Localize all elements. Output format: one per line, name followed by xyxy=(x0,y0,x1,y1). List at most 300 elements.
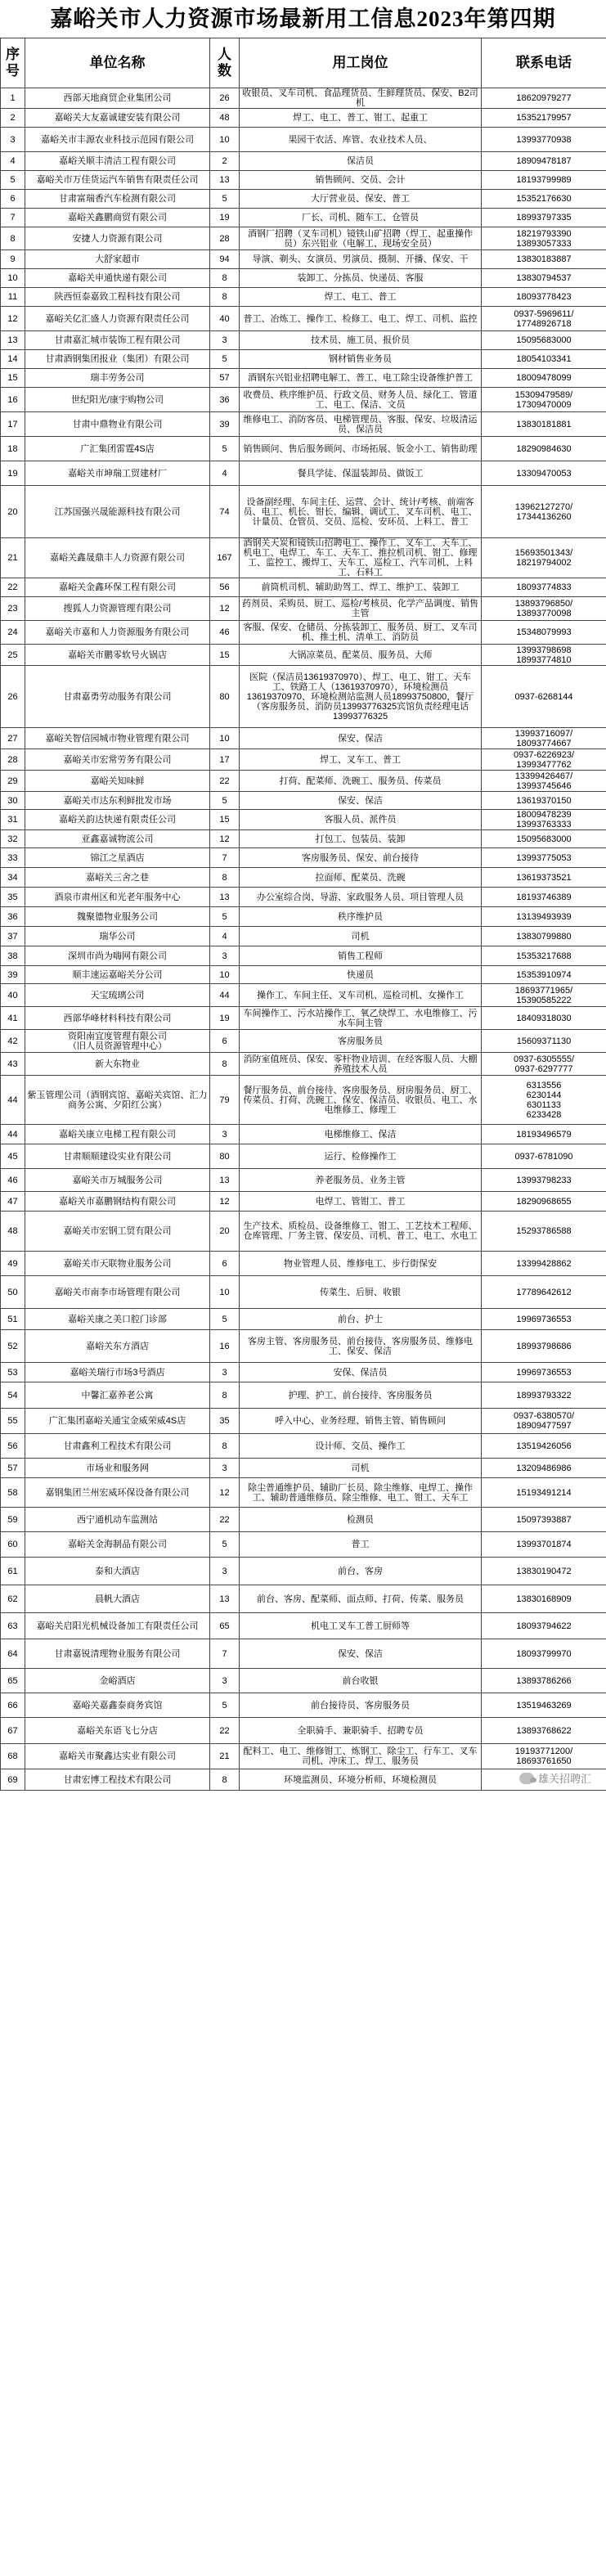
row-positions: 设计师、交员、操作工 xyxy=(240,1434,482,1459)
row-positions: 呼入中心、业务经理、销售主管、销售顾问 xyxy=(240,1409,482,1434)
row-count: 7 xyxy=(210,848,240,868)
row-count: 74 xyxy=(210,486,240,538)
table-row xyxy=(1,331,606,350)
row-index: 68 xyxy=(1,1744,25,1769)
row-index: 50 xyxy=(1,1276,25,1309)
row-phone: 15693501343/ 18219794002 xyxy=(482,538,606,578)
row-count: 13 xyxy=(210,171,240,190)
row-positions: 传菜生、后厨、收银 xyxy=(240,1276,482,1309)
row-company: 西宁通机动车监测站 xyxy=(25,1508,210,1532)
row-company: 嘉峪关康立电梯工程有限公司 xyxy=(25,1125,210,1144)
row-index: 54 xyxy=(1,1382,25,1409)
row-index: 1 xyxy=(1,88,25,109)
row-index: 67 xyxy=(1,1718,25,1744)
table-row xyxy=(1,597,606,621)
row-company: 嘉峪关市宏常劳务有限公司 xyxy=(25,749,210,771)
row-phone: 15348079993 xyxy=(482,621,606,645)
table-row xyxy=(1,437,606,461)
row-index: 35 xyxy=(1,888,25,907)
row-index: 26 xyxy=(1,666,25,728)
table-row xyxy=(1,1125,606,1144)
row-phone: 18193496579 xyxy=(482,1125,606,1144)
row-index: 57 xyxy=(1,1459,25,1478)
row-count: 10 xyxy=(210,728,240,749)
row-company: 江苏国强兴晟能源科技有限公司 xyxy=(25,486,210,538)
row-phone: 0937-6380570/ 18909477597 xyxy=(482,1409,606,1434)
table-row xyxy=(1,412,606,437)
table-row xyxy=(1,1169,606,1192)
row-company: 嘉峪关市万城服务公司 xyxy=(25,1169,210,1192)
row-company: 嘉峪关市天联物业服务公司 xyxy=(25,1252,210,1276)
table-row xyxy=(1,927,606,946)
table-row xyxy=(1,1769,606,1791)
table-row xyxy=(1,1585,606,1613)
row-positions: 销售顾问、售后服务顾问、市场拓展、钣金小工、销售助理 xyxy=(240,437,482,461)
row-positions: 销售顾问、交员、会计 xyxy=(240,171,482,190)
row-company: 嘉峪关市宏钢工贸有限公司 xyxy=(25,1212,210,1252)
row-company: 嘉峪关嘉鑫泰商务宾馆 xyxy=(25,1693,210,1718)
table-row xyxy=(1,1744,606,1769)
row-phone: 18009478099 xyxy=(482,369,606,388)
row-company: 天宝琉璃公司 xyxy=(25,984,210,1007)
table-row xyxy=(1,350,606,369)
row-index: 28 xyxy=(1,749,25,771)
row-positions: 收银员、叉车司机、食品理货员、生鲜理货员、保安、B2司机 xyxy=(240,88,482,109)
row-company: 嘉峪关东方酒店 xyxy=(25,1330,210,1363)
row-index: 44 xyxy=(1,1125,25,1144)
wechat-icon xyxy=(519,1773,534,1784)
row-positions: 车间操作工、污水站操作工、氧乙炔焊工、水电维修工、污水车间主管 xyxy=(240,1007,482,1030)
table-row xyxy=(1,1478,606,1508)
row-phone: 15352179957 xyxy=(482,109,606,128)
row-positions: 钢材销售业务员 xyxy=(240,350,482,369)
row-phone: 13893768622 xyxy=(482,1718,606,1744)
row-positions: 医院（保洁员13619370970）、焊工、电工、钳工、天车工、铁路工人（13619370970），环境检测员13619370970、环境检测站监测人员18993750800，餐厅（客房服务员、消防员13993776325宾馆负责经理电话13993776325 xyxy=(240,666,482,728)
table-row xyxy=(1,1007,606,1030)
row-phone: 13830168909 xyxy=(482,1585,606,1613)
row-index: 46 xyxy=(1,1169,25,1192)
row-phone: 13993798233 xyxy=(482,1169,606,1192)
row-phone: 13519463269 xyxy=(482,1693,606,1718)
row-positions: 客房服务员、保安、前台接待 xyxy=(240,848,482,868)
table-row xyxy=(1,848,606,868)
row-count: 19 xyxy=(210,1007,240,1030)
row-index: 56 xyxy=(1,1434,25,1459)
row-index: 42 xyxy=(1,1030,25,1053)
row-company: 泰和大酒店 xyxy=(25,1558,210,1585)
row-positions: 维修电工、消防客员、电梯管理员、客服、保安、垃圾清运员、保洁员 xyxy=(240,412,482,437)
row-index: 64 xyxy=(1,1639,25,1669)
row-phone: 13139493939 xyxy=(482,907,606,927)
row-phone: 13993716097/ 18093774667 xyxy=(482,728,606,749)
row-positions: 检测员 xyxy=(240,1508,482,1532)
row-company: 嘉峪关市嘉和人力资源服务有限公司 xyxy=(25,621,210,645)
row-count: 4 xyxy=(210,927,240,946)
row-company: 嘉峪关鑫鹏商贸有限公司 xyxy=(25,209,210,227)
row-count: 7 xyxy=(210,1639,240,1669)
row-index: 13 xyxy=(1,331,25,350)
header-company: 单位名称 xyxy=(25,38,210,88)
row-count: 10 xyxy=(210,128,240,152)
row-company: 甘肃酒钢集团报业（集团）有限公司 xyxy=(25,350,210,369)
row-phone: 13962127270/ 17344136260 xyxy=(482,486,606,538)
row-company: 大舒家超市 xyxy=(25,250,210,269)
row-index: 40 xyxy=(1,984,25,1007)
row-phone: 15193491214 xyxy=(482,1478,606,1508)
row-count: 16 xyxy=(210,1330,240,1363)
row-company: 魏聚德物业服务公司 xyxy=(25,907,210,927)
row-count: 13 xyxy=(210,1585,240,1613)
row-phone: 15095683000 xyxy=(482,331,606,350)
row-index: 39 xyxy=(1,966,25,984)
row-phone: 13993701874 xyxy=(482,1532,606,1558)
row-positions: 司机 xyxy=(240,927,482,946)
row-count: 40 xyxy=(210,307,240,331)
row-positions: 保安、保洁 xyxy=(240,728,482,749)
table-row xyxy=(1,227,606,250)
row-company: 甘肃鑫利工程技术有限公司 xyxy=(25,1434,210,1459)
row-company: 嘉峪关亿汇盛人力资源有限责任公司 xyxy=(25,307,210,331)
row-count: 5 xyxy=(210,1532,240,1558)
row-index: 22 xyxy=(1,578,25,597)
row-phone: 15609371130 xyxy=(482,1030,606,1053)
row-phone: 18993793322 xyxy=(482,1382,606,1409)
row-company: 顺丰速运嘉峪关分公司 xyxy=(25,966,210,984)
watermark xyxy=(519,1770,591,1786)
row-positions: 保安、保洁 xyxy=(240,792,482,810)
table-row xyxy=(1,1144,606,1169)
table-row xyxy=(1,1532,606,1558)
row-positions: 药剂员、采购员、厨工、巡检/考核员、化学产品调度、销售主管 xyxy=(240,597,482,621)
row-count: 65 xyxy=(210,1613,240,1639)
row-index: 11 xyxy=(1,288,25,307)
row-positions: 拉面师、配菜员、洗碗 xyxy=(240,868,482,888)
row-positions: 焊工、电工、普工、钳工、起重工 xyxy=(240,109,482,128)
row-positions: 办公室综合岗、导游、家政服务人员、项目管理人员 xyxy=(240,888,482,907)
table-row xyxy=(1,666,606,728)
row-company: 世纪阳光/康宇购物公司 xyxy=(25,388,210,412)
row-positions: 操作工、车间主任、叉车司机、巡检司机、女操作工 xyxy=(240,984,482,1007)
row-index: 18 xyxy=(1,437,25,461)
row-positions: 消防室值班员、保安、零杆物业培训、在经客服人员、大棚养殖技术人员 xyxy=(240,1053,482,1076)
row-index: 66 xyxy=(1,1693,25,1718)
row-count: 21 xyxy=(210,1744,240,1769)
row-positions: 快递员 xyxy=(240,966,482,984)
row-count: 3 xyxy=(210,1125,240,1144)
table-row xyxy=(1,888,606,907)
table-row xyxy=(1,307,606,331)
row-index: 15 xyxy=(1,369,25,388)
row-phone: 18193746389 xyxy=(482,888,606,907)
table-row xyxy=(1,109,606,128)
table-row xyxy=(1,621,606,645)
row-positions: 保洁员 xyxy=(240,152,482,171)
row-company: 嘉峪关市达东利鲜批发市场 xyxy=(25,792,210,810)
header-count: 人 数 xyxy=(210,38,240,88)
row-index: 49 xyxy=(1,1252,25,1276)
table-row xyxy=(1,1434,606,1459)
row-count: 22 xyxy=(210,1508,240,1532)
row-count: 13 xyxy=(210,1169,240,1192)
row-count: 2 xyxy=(210,152,240,171)
row-company: 嘉峪关东语飞七分店 xyxy=(25,1718,210,1744)
row-index: 59 xyxy=(1,1508,25,1532)
table-row xyxy=(1,88,606,109)
row-positions: 果园干农活、库管、农业技术人员、 xyxy=(240,128,482,152)
row-positions: 客服、保安、仓储员、分拣装卸工、服务员、厨工、叉车司机、推土机、清单工、消防员 xyxy=(240,621,482,645)
row-count: 12 xyxy=(210,1478,240,1508)
row-index: 16 xyxy=(1,388,25,412)
row-count: 5 xyxy=(210,907,240,927)
row-company: 资阳南宜度管理有限公司 （旧人员资源管理中心） xyxy=(25,1030,210,1053)
row-count: 3 xyxy=(210,1459,240,1478)
row-count: 8 xyxy=(210,288,240,307)
row-count: 44 xyxy=(210,984,240,1007)
row-company: 亚鑫嘉诚物流公司 xyxy=(25,830,210,848)
row-phone: 13993770938 xyxy=(482,128,606,152)
table-row xyxy=(1,1192,606,1212)
row-company: 嘉峪关市万佳货运汽车销售有限责任公司 xyxy=(25,171,210,190)
row-positions: 销售工程师 xyxy=(240,946,482,966)
row-phone: 18993797335 xyxy=(482,209,606,227)
row-company: 嘉钢集团兰州宏威环保设备有限公司 xyxy=(25,1478,210,1508)
row-count: 6 xyxy=(210,1252,240,1276)
table-row xyxy=(1,907,606,927)
row-phone: 18219793390 13893057333 xyxy=(482,227,606,250)
page-title: 嘉峪关市人力资源市场最新用工信息2023年第四期 xyxy=(50,7,556,31)
row-phone: 13619373521 xyxy=(482,868,606,888)
row-positions: 餐具学徒、保温装卸员、做饭工 xyxy=(240,461,482,486)
row-count: 15 xyxy=(210,645,240,666)
row-phone: 18193799989 xyxy=(482,171,606,190)
row-company: 嘉峪关三舍之巷 xyxy=(25,868,210,888)
row-phone: 13619370150 xyxy=(482,792,606,810)
row-positions: 焊工、叉车工、普工 xyxy=(240,749,482,771)
row-company: 锦江之星酒店 xyxy=(25,848,210,868)
row-index: 17 xyxy=(1,412,25,437)
row-index: 27 xyxy=(1,728,25,749)
row-positions: 酒钢东兴铝业招聘电解工、普工、电工除尘设备维护普工 xyxy=(240,369,482,388)
row-company: 西部华峰材料科技有限公司 xyxy=(25,1007,210,1030)
row-phone: 0937-6781090 xyxy=(482,1144,606,1169)
row-positions: 焊工、电工、普工 xyxy=(240,288,482,307)
row-company: 嘉峪关康之美口腔门诊部 xyxy=(25,1309,210,1330)
row-positions: 普工 xyxy=(240,1532,482,1558)
row-index: 34 xyxy=(1,868,25,888)
row-count: 6 xyxy=(210,1030,240,1053)
row-positions: 生产技术、质检员、设备维修工、钳工、工艺技术工程师、仓库管理、厂务主管、保安员、司机、普工、电工、水电工 xyxy=(240,1212,482,1252)
row-positions: 前筒机司机、辅助助驾工、焊工、维护工、装卸工 xyxy=(240,578,482,597)
row-index: 33 xyxy=(1,848,25,868)
row-index: 65 xyxy=(1,1669,25,1693)
table-row xyxy=(1,792,606,810)
row-count: 8 xyxy=(210,1053,240,1076)
row-company: 嘉峪关启阳光机械设备加工有限责任公司 xyxy=(25,1613,210,1639)
row-company: 嘉峪关市嘉鹏钢结构有限公司 xyxy=(25,1192,210,1212)
table-row xyxy=(1,1330,606,1363)
row-count: 48 xyxy=(210,109,240,128)
table-row xyxy=(1,209,606,227)
table-row xyxy=(1,645,606,666)
row-count: 3 xyxy=(210,946,240,966)
row-phone: 15309479589/ 17309470009 xyxy=(482,388,606,412)
row-positions: 安保、保洁员 xyxy=(240,1363,482,1382)
row-positions: 护理、护工、前台接待、客房服务员 xyxy=(240,1382,482,1409)
row-count: 80 xyxy=(210,666,240,728)
row-phone: 0937-6268144 xyxy=(482,666,606,728)
table-row xyxy=(1,1252,606,1276)
row-company: 嘉峪关市丰源农业科技示范园有限公司 xyxy=(25,128,210,152)
row-index: 51 xyxy=(1,1309,25,1330)
job-table xyxy=(0,38,606,1791)
row-index: 6 xyxy=(1,190,25,209)
row-count: 3 xyxy=(210,331,240,350)
row-positions: 秩序维护员 xyxy=(240,907,482,927)
row-company: 陕西恒泰嘉致工程科技有限公司 xyxy=(25,288,210,307)
row-positions: 前台接待员、客房服务员 xyxy=(240,1693,482,1718)
row-company: 甘肃中鼎物业有限公司 xyxy=(25,412,210,437)
header-position: 用工岗位 xyxy=(240,38,482,88)
row-count: 167 xyxy=(210,538,240,578)
table-body xyxy=(1,88,606,1791)
row-company: 搜狐人力资源管理有限公司 xyxy=(25,597,210,621)
row-phone: 13830794537 xyxy=(482,269,606,288)
row-company: 酒泉市肃州区和光老年服务中心 xyxy=(25,888,210,907)
row-phone: 13993798698 18993774810 xyxy=(482,645,606,666)
row-positions: 电梯维修工、保洁 xyxy=(240,1125,482,1144)
row-count: 35 xyxy=(210,1409,240,1434)
row-phone: 18290984630 xyxy=(482,437,606,461)
row-company: 嘉峪关市聚鑫达实业有限公司 xyxy=(25,1744,210,1769)
row-positions: 装卸工、分拣员、快递员、客服 xyxy=(240,269,482,288)
row-company: 嘉峪关智信园城市物业管理有限公司 xyxy=(25,728,210,749)
table-row xyxy=(1,461,606,486)
row-count: 5 xyxy=(210,350,240,369)
table-row xyxy=(1,1718,606,1744)
row-count: 5 xyxy=(210,437,240,461)
row-phone: 18093774833 xyxy=(482,578,606,597)
row-phone: 18093794622 xyxy=(482,1613,606,1639)
row-company: 嘉峪关大友嘉诚建安装有限公司 xyxy=(25,109,210,128)
row-index: 8 xyxy=(1,227,25,250)
row-company: 嘉峪关金海制品有限公司 xyxy=(25,1532,210,1558)
row-index: 62 xyxy=(1,1585,25,1613)
table-row xyxy=(1,388,606,412)
row-phone: 18693771965/ 15390585222 xyxy=(482,984,606,1007)
row-count: 22 xyxy=(210,1718,240,1744)
row-count: 15 xyxy=(210,810,240,830)
row-phone: 13893786266 xyxy=(482,1669,606,1693)
row-positions: 前台、客房、配菜师、面点师、打荷、传菜、服务员 xyxy=(240,1585,482,1613)
row-positions: 设备副经理、车间主任、运营、会计、统计/考核、前端客员、电工、机长、钳长、编辑、调试工、叉车司机、电工、计量员、仓管员、交员、巡检、安环员、上料工、普工 xyxy=(240,486,482,538)
table-header-row xyxy=(1,38,606,88)
row-index: 2 xyxy=(1,109,25,128)
row-positions: 打包工、包装员、装卸 xyxy=(240,830,482,848)
row-index: 5 xyxy=(1,171,25,190)
row-company: 嘉峪关鑫晟鼎丰人力资源有限公司 xyxy=(25,538,210,578)
row-index: 10 xyxy=(1,269,25,288)
table-row xyxy=(1,1693,606,1718)
row-phone: 13519426056 xyxy=(482,1434,606,1459)
row-company: 晨帆大酒店 xyxy=(25,1585,210,1613)
table-row xyxy=(1,810,606,830)
row-count: 8 xyxy=(210,1769,240,1791)
row-company: 嘉峪关知味鲜 xyxy=(25,771,210,792)
table-row xyxy=(1,868,606,888)
row-phone: 19969736553 xyxy=(482,1309,606,1330)
row-company: 嘉峪关瑞行市场3号酒店 xyxy=(25,1363,210,1382)
row-positions: 收费员、秩序维护员、行政文员、财务人员、绿化工、管道工、电工、保洁、文员 xyxy=(240,388,482,412)
row-positions: 前台收银 xyxy=(240,1669,482,1693)
table-row xyxy=(1,1409,606,1434)
row-company: 嘉峪关申通快递有限公司 xyxy=(25,269,210,288)
row-count: 12 xyxy=(210,830,240,848)
row-index: 9 xyxy=(1,250,25,269)
row-positions: 前台、客房 xyxy=(240,1558,482,1585)
row-index: 4 xyxy=(1,152,25,171)
table-row xyxy=(1,771,606,792)
row-index: 3 xyxy=(1,128,25,152)
row-phone: 19193771200/ 18693761650 xyxy=(482,1744,606,1769)
row-positions: 保安、保洁 xyxy=(240,1639,482,1669)
table-row xyxy=(1,830,606,848)
table-row xyxy=(1,1639,606,1669)
row-company: 市场业和服务网 xyxy=(25,1459,210,1478)
row-count: 46 xyxy=(210,621,240,645)
table-row xyxy=(1,486,606,538)
table-row xyxy=(1,1212,606,1252)
row-positions: 大锅凉菜员、配菜员、服务员、大师 xyxy=(240,645,482,666)
row-count: 22 xyxy=(210,771,240,792)
row-phone: 13893796850/ 13893770098 xyxy=(482,597,606,621)
row-positions: 客服人员、派件员 xyxy=(240,810,482,830)
row-phone: 0937-6226923/ 13993477762 xyxy=(482,749,606,771)
table-row xyxy=(1,1076,606,1125)
table-row xyxy=(1,1382,606,1409)
table-row xyxy=(1,1669,606,1693)
row-company: 新大东物业 xyxy=(25,1053,210,1076)
row-index: 55 xyxy=(1,1409,25,1434)
table-row xyxy=(1,1508,606,1532)
row-count: 8 xyxy=(210,269,240,288)
row-phone: 15353217688 xyxy=(482,946,606,966)
row-index: 63 xyxy=(1,1613,25,1639)
row-company: 甘肃嘉勇劳动服务有限公司 xyxy=(25,666,210,728)
row-index: 29 xyxy=(1,771,25,792)
header-index: 序 号 xyxy=(1,38,25,88)
row-count: 5 xyxy=(210,1693,240,1718)
row-company: 瑞华公司 xyxy=(25,927,210,946)
table-row xyxy=(1,369,606,388)
row-index: 48 xyxy=(1,1212,25,1252)
row-index: 53 xyxy=(1,1363,25,1382)
row-positions: 技术员、施工员、报价员 xyxy=(240,331,482,350)
table-row xyxy=(1,538,606,578)
row-positions: 大厅营业员、保安、普工 xyxy=(240,190,482,209)
table-row xyxy=(1,1459,606,1478)
row-company: 安捷人力资源有限公司 xyxy=(25,227,210,250)
row-phone: 6313556 6230144 6301133 6233428 xyxy=(482,1076,606,1125)
row-positions: 司机 xyxy=(240,1459,482,1478)
row-company: 西部天地商贸企业集团公司 xyxy=(25,88,210,109)
table-row xyxy=(1,171,606,190)
table-row xyxy=(1,128,606,152)
row-positions: 全职骑手、兼职骑手、招聘专员 xyxy=(240,1718,482,1744)
row-index: 19 xyxy=(1,461,25,486)
row-index: 36 xyxy=(1,907,25,927)
row-phone: 18093778423 xyxy=(482,288,606,307)
table-row xyxy=(1,152,606,171)
